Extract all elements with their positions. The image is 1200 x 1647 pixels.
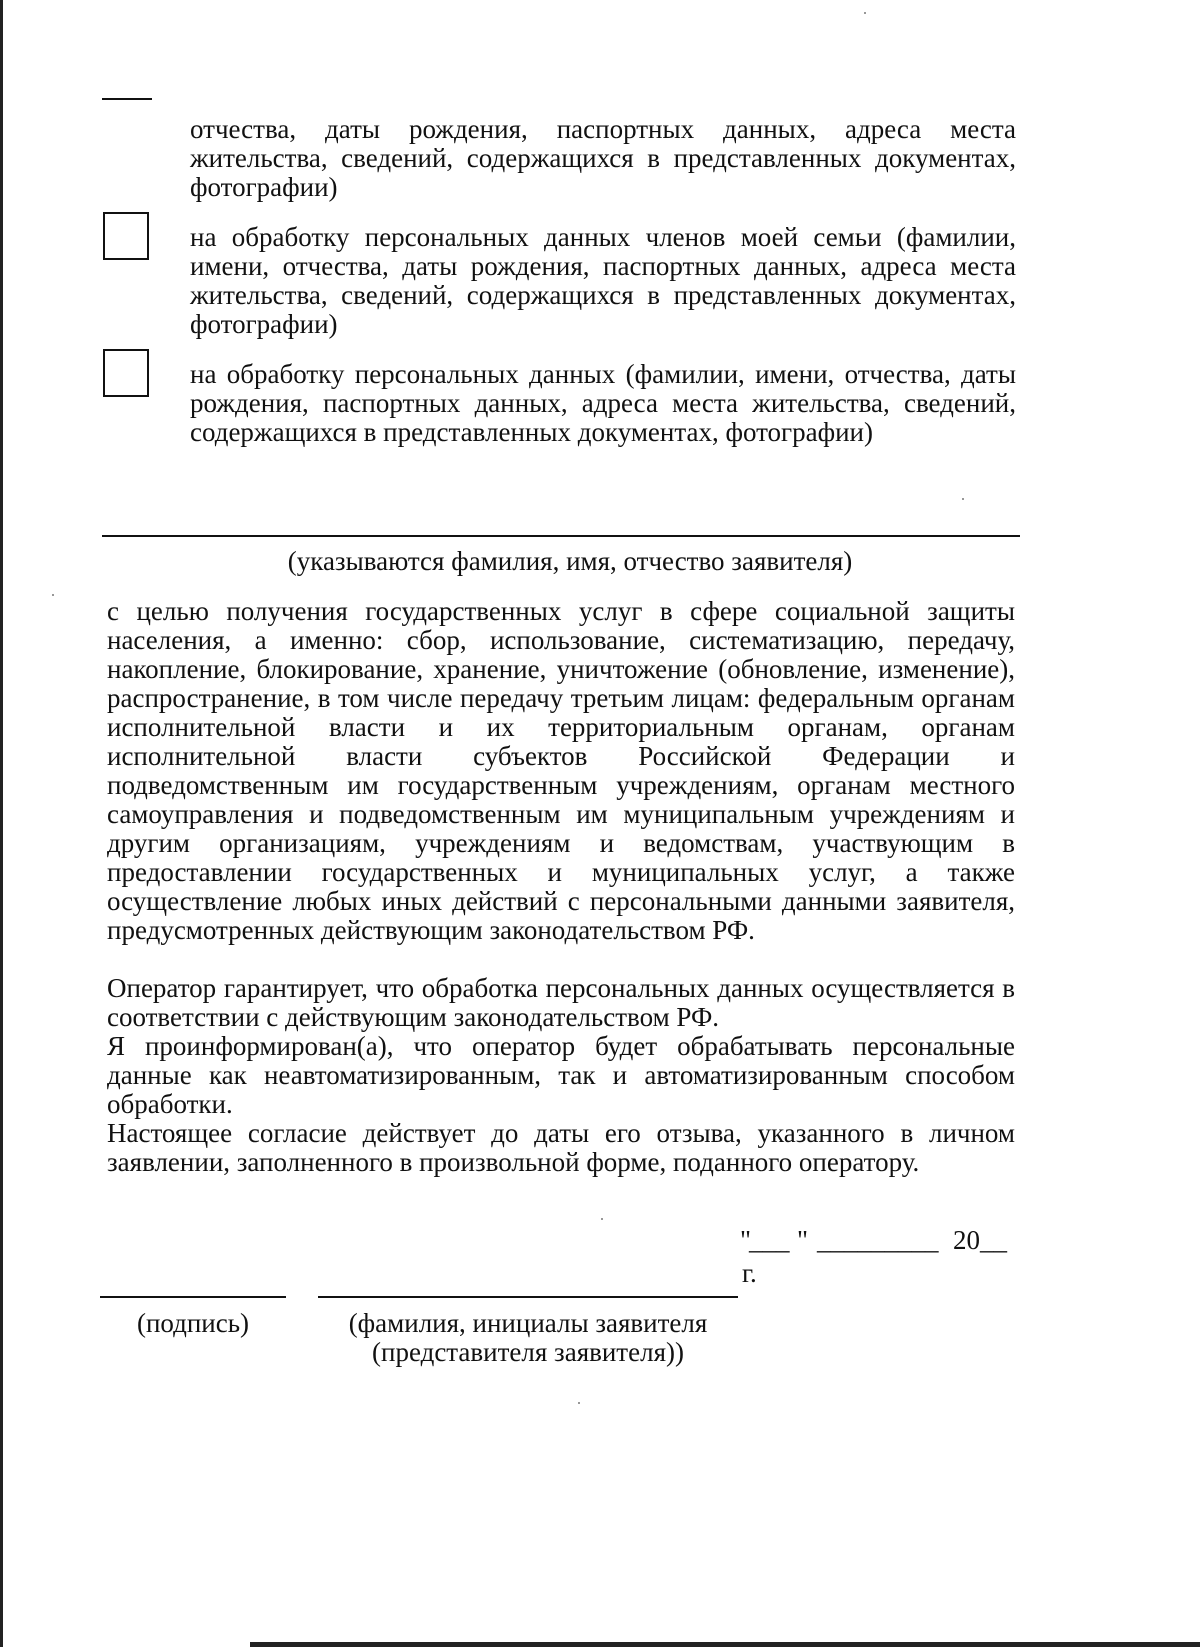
purpose-paragraph: с целью получения государственных услуг в сфере социальной защиты населения, а именно: сбор, использование, систематизацию, передачу, накопление, блокирование, хранение, уничтожение (обновление, изменение), распространение, в том числе передачу третьим лицам: федеральным органам исполнительной власти и их территориальным органам, органам исполнительной власти субъектов Российской Федерации и подведомственным им государственным учреждениям, органам местного самоуправления и подведомственным им муниципальным учреждениям и другим организациям, учреждениям и ведомствам, участвующим в предоставлении государственных и муниципальных услуг, а также осуществление любых иных действий с персональными данными заявителя, предусмотренных действующим законодательством РФ. [107, 596, 1015, 945]
applicant-initials-caption: (фамилия, инициалы заявителя [348, 1308, 708, 1338]
list-continuation-dash [102, 98, 152, 100]
family-data-checkbox[interactable] [103, 212, 149, 260]
date-close-quote: " [797, 1225, 809, 1255]
date-field[interactable] [740, 1226, 1020, 1258]
consent-item-continued: отчества, даты рождения, паспортных данных, адреса места жительства, сведений, содержащихся в представленных документах, фотографии) [190, 114, 1016, 202]
scan-speck [962, 498, 964, 500]
consent-item-own: на обработку персональных данных (фамилии, имени, отчества, даты рождения, паспортных данных, адреса места жительства, сведений, содержащихся в представленных документах, фотографии) [190, 359, 1016, 447]
date-day-blank[interactable]: ___ [749, 1225, 790, 1255]
scan-speck [601, 1218, 603, 1220]
scan-speck [578, 1402, 580, 1404]
validity-paragraph: Настоящее согласие действует до даты его отзыва, указанного в личном заявлении, заполненного в произвольной форме, поданного оператору. [107, 1118, 1015, 1177]
scan-speck [864, 12, 866, 14]
date-year[interactable]: 20__ [953, 1225, 1007, 1255]
consent-item-family: на обработку персональных данных членов моей семьи (фамилии, имени, отчества, даты рождения, паспортных данных, адреса места жительства, сведений, содержащихся в представленных документах, фотографии) [190, 222, 1016, 339]
guarantee-paragraph: Оператор гарантирует, что обработка персональных данных осуществляется в соответствии с действующим законодательством РФ. [107, 973, 1015, 1032]
applicant-initials-line[interactable] [318, 1296, 738, 1298]
signature-line[interactable] [100, 1296, 286, 1298]
applicant-initials-caption-line2: (представителя заявителя)) [372, 1337, 684, 1367]
scan-speck [52, 594, 54, 596]
signature-caption: (подпись) [136, 1308, 250, 1338]
date-month-blank[interactable]: _________ [817, 1225, 939, 1255]
applicant-name-line[interactable] [102, 535, 1020, 537]
applicant-name-caption: (указываются фамилия, имя, отчество заявителя) [287, 546, 853, 576]
date-open-quote: " [740, 1225, 752, 1255]
page-edge-bottom [250, 1642, 1200, 1647]
page-edge-left [0, 0, 3, 1647]
processing-method-paragraph: Я проинформирован(а), что оператор будет обрабатывать персональные данные как неавтоматизированным, так и автоматизированным способом обработки. [107, 1031, 1015, 1119]
date-year-suffix: г. [742, 1258, 757, 1288]
own-data-checkbox[interactable] [103, 349, 149, 397]
